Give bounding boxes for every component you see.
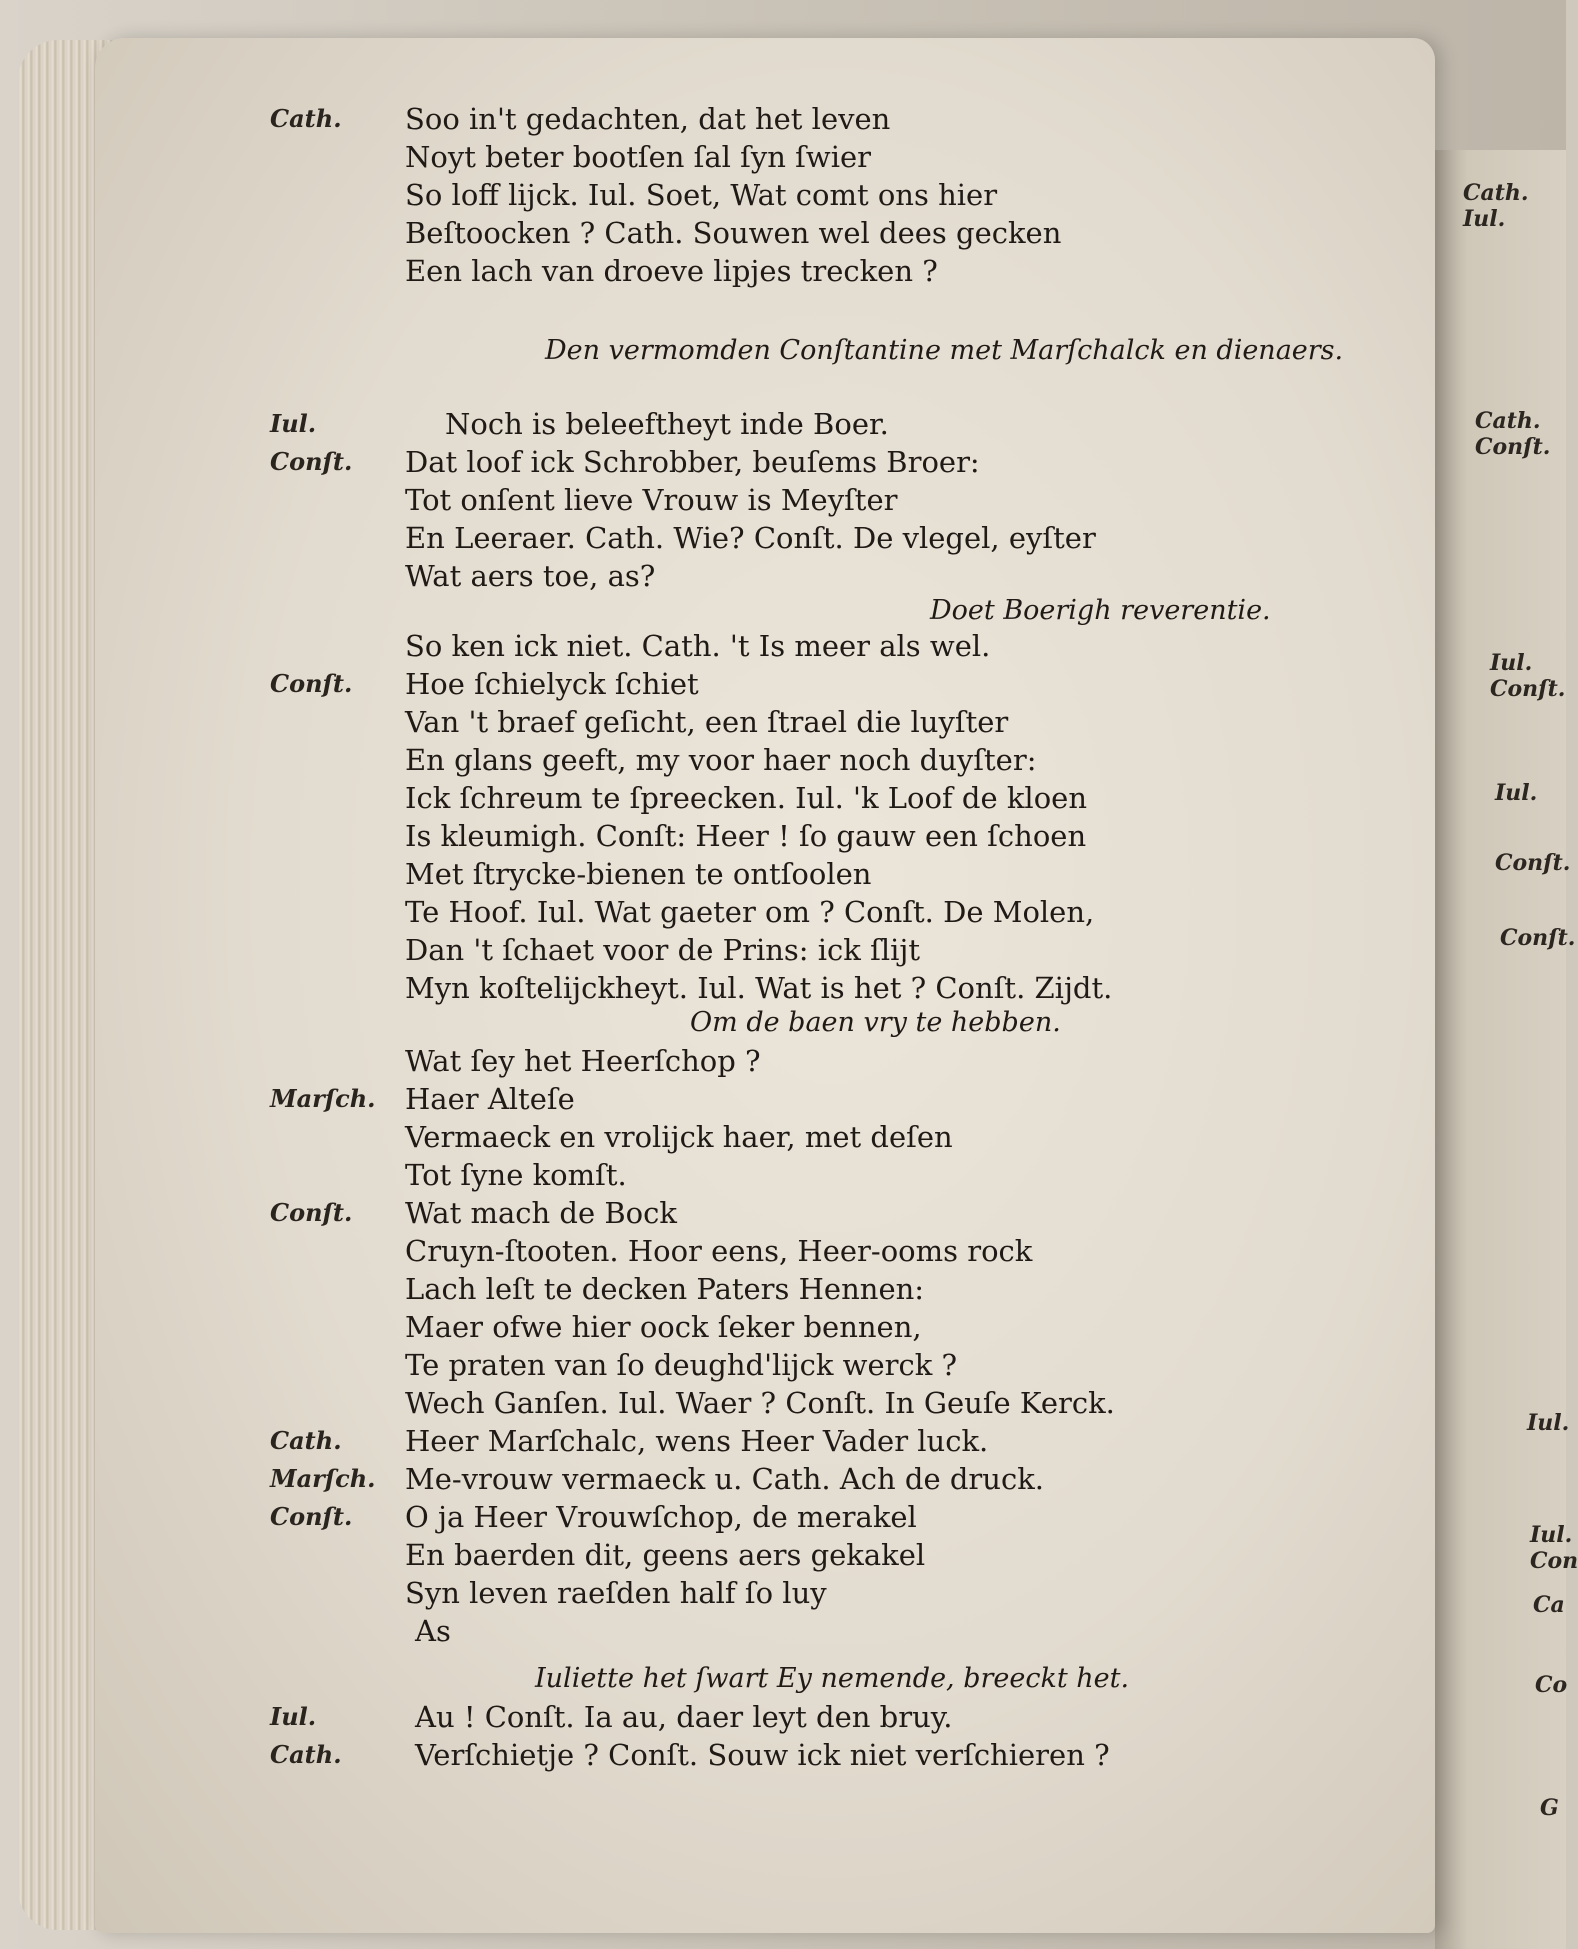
text-line	[250, 1498, 1380, 1536]
margin-speaker: Co	[1535, 1672, 1568, 1698]
margin-speaker: Iul.	[1530, 1522, 1573, 1548]
line-text: Ick ſchreum te ſpreecken. Iul. 'k Loof de kloen	[405, 781, 1087, 815]
line-text: Heer Marſchalc, wens Heer Vader luck.	[405, 1424, 989, 1458]
margin-speaker: G	[1540, 1795, 1559, 1821]
margin-speaker: Iul.	[1527, 1410, 1570, 1436]
line-text: En baerden dit, geens aers gekakel	[405, 1538, 926, 1572]
line-text: Van 't braef geſicht, een ſtrael die luyſter	[405, 705, 1009, 739]
text-line	[250, 481, 1380, 519]
stage-direction: Om de baen vry te hebben.	[690, 1007, 1061, 1038]
line-text: Wat aers toe, as?	[405, 559, 656, 593]
line-text: Noyt beter bootſen ſal ſyn ſwier	[405, 140, 872, 174]
line-text: Is kleumigh. Conſt: Heer ! ſo gauw een ſchoen	[405, 819, 1087, 853]
line-text: Me-vrouw vermaeck u. Cath. Ach de druck.	[405, 1462, 1044, 1496]
text-line	[250, 1080, 1380, 1118]
stage-direction: Den vermomden Conſtantine met Marſchalck en dienaers.	[545, 335, 1344, 366]
line-text: Wat mach de Bock	[405, 1196, 677, 1230]
text-line	[250, 1194, 1380, 1232]
text-line	[250, 969, 1380, 1007]
text-line	[250, 817, 1380, 855]
stage-direction: Doet Boerigh reverentie.	[930, 595, 1271, 626]
line-text: Tot onſent lieve Vrouw is Meyſter	[405, 483, 898, 517]
text-line	[250, 931, 1380, 969]
text-line	[250, 405, 1380, 443]
line-text: So loff lijck. Iul. Soet, Wat comt ons hier	[405, 178, 998, 212]
line-text: As	[415, 1614, 451, 1648]
line-text: Een lach van droeve lipjes trecken ?	[405, 254, 938, 288]
margin-speaker: Conſt.	[1495, 850, 1571, 876]
stage-direction-line	[250, 1660, 1380, 1698]
speaker-label: Cath.	[270, 1740, 342, 1769]
line-text: Syn leven raeſden half ſo luy	[405, 1576, 827, 1610]
stage-direction-line	[250, 1004, 1380, 1042]
speaker-label: Marſch.	[270, 1084, 376, 1113]
line-text: En Leeraer. Cath. Wie? Conſt. De vlegel, eyſter	[405, 521, 1096, 555]
line-text: Au ! Conſt. Ia au, daer leyt den bruy.	[415, 1700, 953, 1734]
text-line	[250, 214, 1380, 252]
text-line	[250, 1574, 1380, 1612]
line-text: Myn koſtelijckheyt. Iul. Wat is het ? Conſt. Zijdt.	[405, 971, 1113, 1005]
line-text: En glans geeft, my voor haer noch duyſter:	[405, 743, 1037, 777]
line-text: Dat loof ick Schrobber, beuſems Broer:	[405, 445, 980, 479]
text-line	[250, 741, 1380, 779]
text-line	[250, 1118, 1380, 1156]
line-text: Lach leſt te decken Paters Hennen:	[405, 1272, 925, 1306]
margin-speaker: Conſt.	[1500, 925, 1576, 951]
margin-speaker: Cath.	[1463, 180, 1529, 206]
text-line	[250, 1460, 1380, 1498]
text-line	[250, 176, 1380, 214]
line-text: Met ſtrycke-bienen te ontſoolen	[405, 857, 872, 891]
speaker-label: Marſch.	[270, 1464, 376, 1493]
text-line	[250, 1536, 1380, 1574]
text-line	[250, 665, 1380, 703]
text-line	[250, 1612, 1380, 1650]
margin-speaker: Cath.	[1475, 408, 1541, 434]
line-text: Beſtoocken ? Cath. Souwen wel dees gecken	[405, 216, 1062, 250]
margin-speaker: Iul.	[1463, 206, 1506, 232]
text-line	[250, 1346, 1380, 1384]
text-line	[250, 557, 1380, 595]
text-line	[250, 1232, 1380, 1270]
margin-speaker: Conſt.	[1490, 676, 1566, 702]
speaker-label: Conſt.	[270, 669, 353, 698]
text-line	[250, 1156, 1380, 1194]
line-text: Soo in't gedachten, dat het leven	[405, 102, 891, 136]
text-line	[250, 1736, 1380, 1774]
text-line	[250, 443, 1380, 481]
text-line	[250, 1384, 1380, 1422]
margin-speaker: Con	[1530, 1548, 1578, 1574]
text-line	[250, 855, 1380, 893]
stage-direction-line	[250, 592, 1380, 630]
text-line	[250, 893, 1380, 931]
speaker-label: Iul.	[270, 1702, 317, 1731]
speaker-label: Cath.	[270, 1426, 342, 1455]
text-line	[250, 1698, 1380, 1736]
text-line	[250, 1308, 1380, 1346]
text-line	[250, 1422, 1380, 1460]
speaker-label: Conſt.	[270, 1502, 353, 1531]
stage-direction-line	[250, 332, 1380, 370]
line-text: Vermaeck en vrolijck haer, met deſen	[405, 1120, 953, 1154]
play-text	[250, 100, 1380, 1920]
line-text: Dan 't ſchaet voor de Prins: ick ſlijt	[405, 933, 921, 967]
text-line	[250, 779, 1380, 817]
text-line	[250, 703, 1380, 741]
line-text: Noch is beleeftheyt inde Boer.	[445, 407, 889, 441]
line-text: O ja Heer Vrouwſchop, de merakel	[405, 1500, 917, 1534]
line-text: Cruyn-ſtooten. Hoor eens, Heer-ooms rock	[405, 1234, 1033, 1268]
speaker-label: Cath.	[270, 104, 342, 133]
speaker-label: Conſt.	[270, 447, 353, 476]
speaker-label: Conſt.	[270, 1198, 353, 1227]
text-line	[250, 627, 1380, 665]
stage-direction: Iuliette het ſwart Ey nemende, breeckt het.	[535, 1663, 1130, 1694]
line-text: Verſchietje ? Conſt. Souw ick niet verſchieren ?	[415, 1738, 1110, 1772]
text-line	[250, 1042, 1380, 1080]
line-text: Wech Ganſen. Iul. Waer ? Conſt. In Geuſe Kerck.	[405, 1386, 1115, 1420]
margin-speaker: Iul.	[1495, 780, 1538, 806]
text-line	[250, 252, 1380, 290]
line-text: Maer ofwe hier oock ſeker bennen,	[405, 1310, 922, 1344]
margin-speaker: Conſt.	[1475, 434, 1551, 460]
facing-page	[1435, 150, 1578, 1949]
text-line	[250, 1270, 1380, 1308]
text-line	[250, 519, 1380, 557]
line-text: Wat ſey het Heerſchop ?	[405, 1044, 761, 1078]
margin-speaker: Iul.	[1490, 650, 1533, 676]
line-text: So ken ick niet. Cath. 't Is meer als wel.	[405, 629, 991, 663]
line-text: Te praten van ſo deughd'lijck werck ?	[405, 1348, 958, 1382]
line-text: Tot ſyne komſt.	[405, 1158, 627, 1192]
line-text: Haer Alteſe	[405, 1082, 575, 1116]
line-text: Te Hoof. Iul. Wat gaeter om ? Conſt. De Molen,	[405, 895, 1095, 929]
speaker-label: Iul.	[270, 409, 317, 438]
text-line	[250, 138, 1380, 176]
margin-speaker: Ca	[1533, 1592, 1565, 1618]
text-line	[250, 100, 1380, 138]
line-text: Hoe ſchielyck ſchiet	[405, 667, 699, 701]
